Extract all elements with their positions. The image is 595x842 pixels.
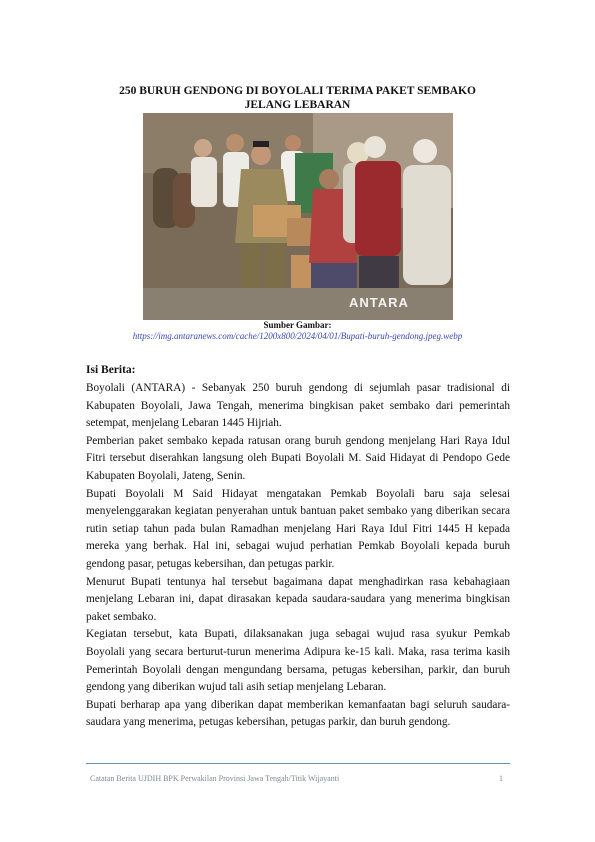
footer-text: Catatan Berita UJDIH BPK Perwakilan Provinsi Jawa Tengah/Titik Wijayanti — [90, 774, 340, 783]
page-number: 1 — [499, 774, 503, 783]
paragraph-2: Pemberian paket sembako kepada ratusan orang buruh gendong menjelang Hari Raya Idul Fitri tersebut diserahkan langsung oleh Bupati Boyolali M. Said Hidayat di Pendopo Gede Kabupaten Boyolali, Jateng, Senin. — [86, 434, 510, 482]
section-heading: Isi Berita: — [86, 364, 136, 376]
article-title — [60, 84, 535, 112]
title-line-2: JELANG LEBARAN — [244, 99, 351, 111]
news-photo-illustration — [143, 113, 453, 320]
title-line-1: 250 BURUH GENDONG DI BOYOLALI TERIMA PAKET SEMBAKO — [119, 85, 476, 97]
article-body — [86, 362, 510, 732]
caption-url-link[interactable]: https://img.antaranews.com/cache/1200x800/2024/04/01/Bupati-buruh-gendong.jpeg.webp — [132, 331, 463, 341]
paragraph-1: Boyolali (ANTARA) - Sebanyak 250 buruh gendong di sejumlah pasar tradisional di Kabupaten Boyolali, Jawa Tengah, menerima bingkisan paket sembako dari pemerintah setempat, menjelang Lebaran 1445 Hijriah. — [86, 382, 510, 430]
news-photo — [143, 113, 453, 320]
caption-label: Sumber Gambar: — [263, 320, 332, 330]
paragraph-4: Menurut Bupati tentunya hal tersebut bagaimana dapat menghadirkan rasa kebahagiaan menjelang Lebaran ini, dapat dirasakan kepada saudara-saudara yang menerima bingkisan paket sembako. — [86, 575, 510, 623]
paragraph-5: Kegiatan tersebut, kata Bupati, dilaksanakan juga sebagai wujud rasa syukur Pemkab Boyolali yang secara berturut-turun menerima Adipura ke-15 kali. Maka, rasa terima kasih Pemerintah Boyolali dengan mengundang bersama, petugas kebersihan, parkir, dan buruh gendong yang diberikan wujud tali asih setiap menjelang Lebaran. — [86, 628, 510, 694]
paragraph-3: Bupati Boyolali M Said Hidayat mengatakan Pemkab Boyolali baru saja selesai menyelenggarakan kegiatan penyerahan untuk bantuan paket sembako yang diberikan secara rutin setiap tahun pada bulan Ramadhan menjelang Hari Raya Idul Fitri 1445 H kepada mereka yang berhak. Hal ini, sebagai wujud perhatian Pemkab Boyolali kepada buruh gendong pasar, petugas kebersihan, dan petugas parkir. — [86, 487, 510, 570]
image-caption — [60, 320, 535, 342]
footer-divider — [86, 763, 510, 764]
antara-watermark: ANTARA — [349, 295, 409, 310]
paragraph-6: Bupati berharap apa yang diberikan dapat memberikan kemanfaatan bagi seluruh saudara-saudara yang menerima, petugas kebersihan, petugas parkir, dan buruh gendong. — [86, 698, 510, 729]
